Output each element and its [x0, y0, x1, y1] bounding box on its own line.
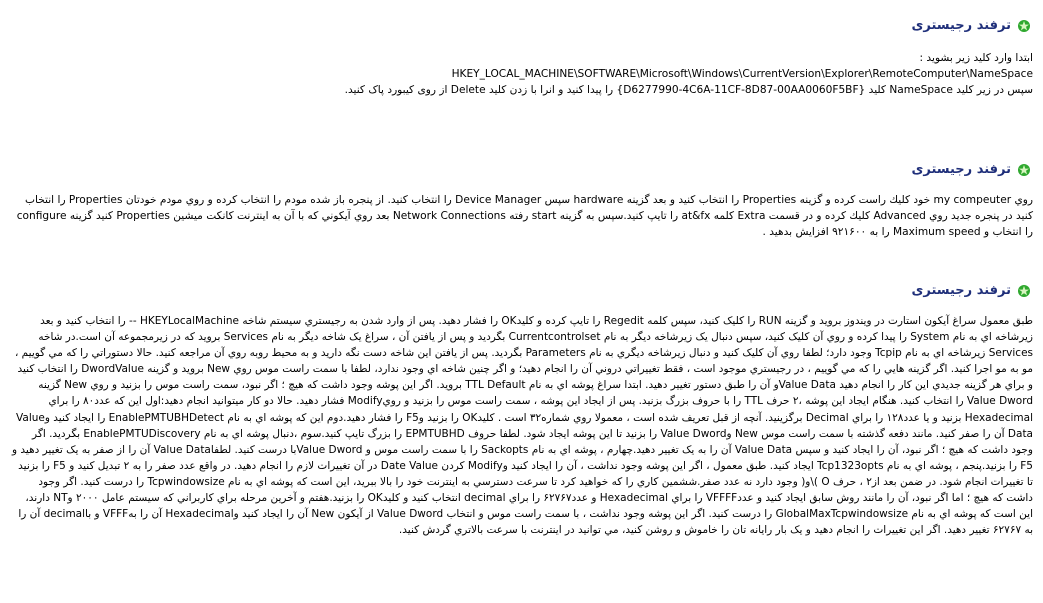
body-line: سپس در زیر کلید NameSpace کلید {D6277990-4C6A-11CF-8D87-00AA0060F5BF} را پیدا کنید و انرا با زدن کلید Delete از روی کیبورد پاک کنید.	[344, 84, 1033, 97]
tip-section-1	[10, 16, 1033, 99]
section-body: روي my compeuter خود كليك راست كرده و گزينه Properties را انتخاب كنيد و بعد گزينه hardware سپس Device Manager را انتخاب كنيد. از پنجره باز شده مودم را انتخاب كرده و روي مودم خودتان Properties را انتخاب كنيد در پنجره جديد روي Advanced كليك كرده و در قسمت Extra كلمه at&fx را تايپ كنيد.سپس به گزينه start رفته Network Connections بعد روي آيكوني كه با آن به اينترنت كانكت ميشين Properties كنيد گزينه configure را انتخاب و Maximum speed را به ۹۲۱۶۰۰ افزايش بدهيد .	[16, 194, 1033, 239]
section-heading	[10, 281, 1033, 299]
section-title: ترفند رجیستری	[911, 161, 1011, 177]
green-star-icon	[1017, 162, 1031, 176]
tip-section-3	[10, 281, 1033, 538]
section-heading	[10, 16, 1033, 34]
tip-section-2	[10, 160, 1033, 241]
registry-path: HKEY_LOCAL_MACHINE\SOFTWARE\Microsoft\Windows\CurrentVersion\Explorer\RemoteComputer\NameSpace	[451, 68, 1033, 81]
section-heading	[10, 160, 1033, 178]
green-star-icon	[1017, 283, 1031, 297]
body-line: ابتدا وارد کلید زیر بشوید :	[919, 52, 1033, 64]
section-title: ترفند رجیستری	[911, 17, 1011, 33]
section-body	[10, 50, 1033, 99]
green-star-icon	[1017, 18, 1031, 32]
section-body: طبق معمول سراغ آيكون استارت در ويندوز برويد و گزينه RUN را كليک كنيد، سپس كلمه Regedit را تايپ كرده و كليدOK را فشار دهيد. پس از وارد شدن به رجيستري سيستم شاخه HKEYLocalMachine -- را انتخاب كنيد و بعد زيرشاخه اي به نام System را پيدا كرده و روي آن كليک كنيد، سپس دنبال يک زيرشاخه ديگر به نام Currentcontrolset بگرديد و پس از يافتن آن ، سراغ يک شاخه ديگر به نام Services برويد كه در زيرمجموعه آن است.در شاخه Services زيرشاخه اي به نام Tcpip وجود دارد؛ لطفا روي آن كليک كنيد و دنبال زيرشاخه ديگري به نام Parameters بگرديد. پس از يافتن اين شاخه دست نگه داريد و به محيط روبه روي آن مراجعه كنيد. حالا دستوراتي را كه مي گوييم ، مو به مو اجرا كنيد. اگر گزينه هايي را كه مي گوييم ، در رجيستري موجود است ، فقط تغييراتي دروني آن را انجام دهيد؛ و اگر چنين شاخه اي وجود ندارد، لطفا با سمت راست موس روي New برويد و گزينه DwordValue را انتخاب كنيد و براي هر گزينه جديدي اين كار را انجام دهيد Value Dataو آن را طبق دستور تغيير دهيد. ابتدا سراغ پوشه اي به نام TTL Default برويد. اگر اين پوشه وجود داشت كه هيچ ؛ اگر نبود، سمت راست موس را بزنيد و روي New گزينه Value Dword را انتخاب كنيد. هنگام ايجاد اين پوشه ،۲ حرف TTL را با حروف بزرگ بزنيد. پس از ايجاد اين پوشه ، سمت راست موس را بزنيد و رويModify فشار دهيد. حالا دو كار ميتوانيد انجام دهيد:اول اين كه عدد۸۰ را براي Hexadecimal بزنيد و يا عدد۱۲۸ را براي Decimal برگزينيد. آنچه از قبل تعريف شده است ، معمولا روي شماره۳۲ است . كليدOK را بزنيد وF5 را فشار دهيد.دوم اين كه پوشه اي به نام EnablePMTUBHDetect را ايجاد كنيد وValue Data آن را صفر كنيد. مانند دفعه گذشته با سمت راست موس New وValue Dword را بزنيد تا اين پوشه ايجاد شود. لطفا حروف EPMTUBHD را بزرگ تايپ كنيد.سوم ،دنبال پوشه اي به نام EnablePMTUDiscovery بگرديد. اگر وجود داشت كه هيچ ؛ اگر نبود، آن را ايجاد كنيد و سپس Value Data آن را به يک تغيير دهيد.چهارم ، پوشه اي به نام Sackopts را با سمت راست موس و Value Dwordبا درست كنيد. لطفاValue Data آن را از صفر به يک تغيير دهيد و F5 را بزنيد.پنجم ، پوشه اي به نام Tcp1323opts ايجاد كنيد. طبق معمول ، اگر اين پوشه وجود نداشت ، آن را ايجاد كنيد وModify كردن Date Value در آن تغييرات لازم را انجام دهيد. در واقع عدد صفر را به ۲ تبديل كنيد و F5 را بزنيد تا تغييرات انجام شود. در ضمن بعد از۲ ، حرف O )\و( وجود دارد نه عدد صفر.ششمين كاري را كه خواهيد كرد تا سرعت دسترسي به اينترنت خود را بالا ببريد، اين است كه پوشه اي به نام Tcpwindowsize را درست كنيد. اگر وجود داشت كه هيچ ؛ اما اگر نبود، آن را مانند روش سابق ايجاد كنيد و عددVFFFF را براي Hexadecimal و عدد۶۲۷۶۷ را براي decimal انتخاب كنيد و كليدOK را بزنيد.هفتم و آخرين مرحله براي كاربراني كه سيستم عامل ۲۰۰۰ وNT دارند، اين است كه پوشه اي به نام GlobalMaxTcpwindowsize را درست كنيد. اگر اين پوشه وجود نداشت ، با سمت راست موس و انتخاب Value Dword از آيكون New آن را ايجاد كنيد وHexadecimal آن را بهVFFF و باdecimal آن را به ۶۲۷۶۷ تغيير دهيد. اگر اين تغييرات را انجام دهيد و يک بار رايانه تان را خاموش و روشن كنيد، مي توانيد در اينترنت با سرعت بالاتري گردش كنيد.	[12, 315, 1033, 537]
section-title: ترفند رجیستری	[911, 282, 1011, 298]
